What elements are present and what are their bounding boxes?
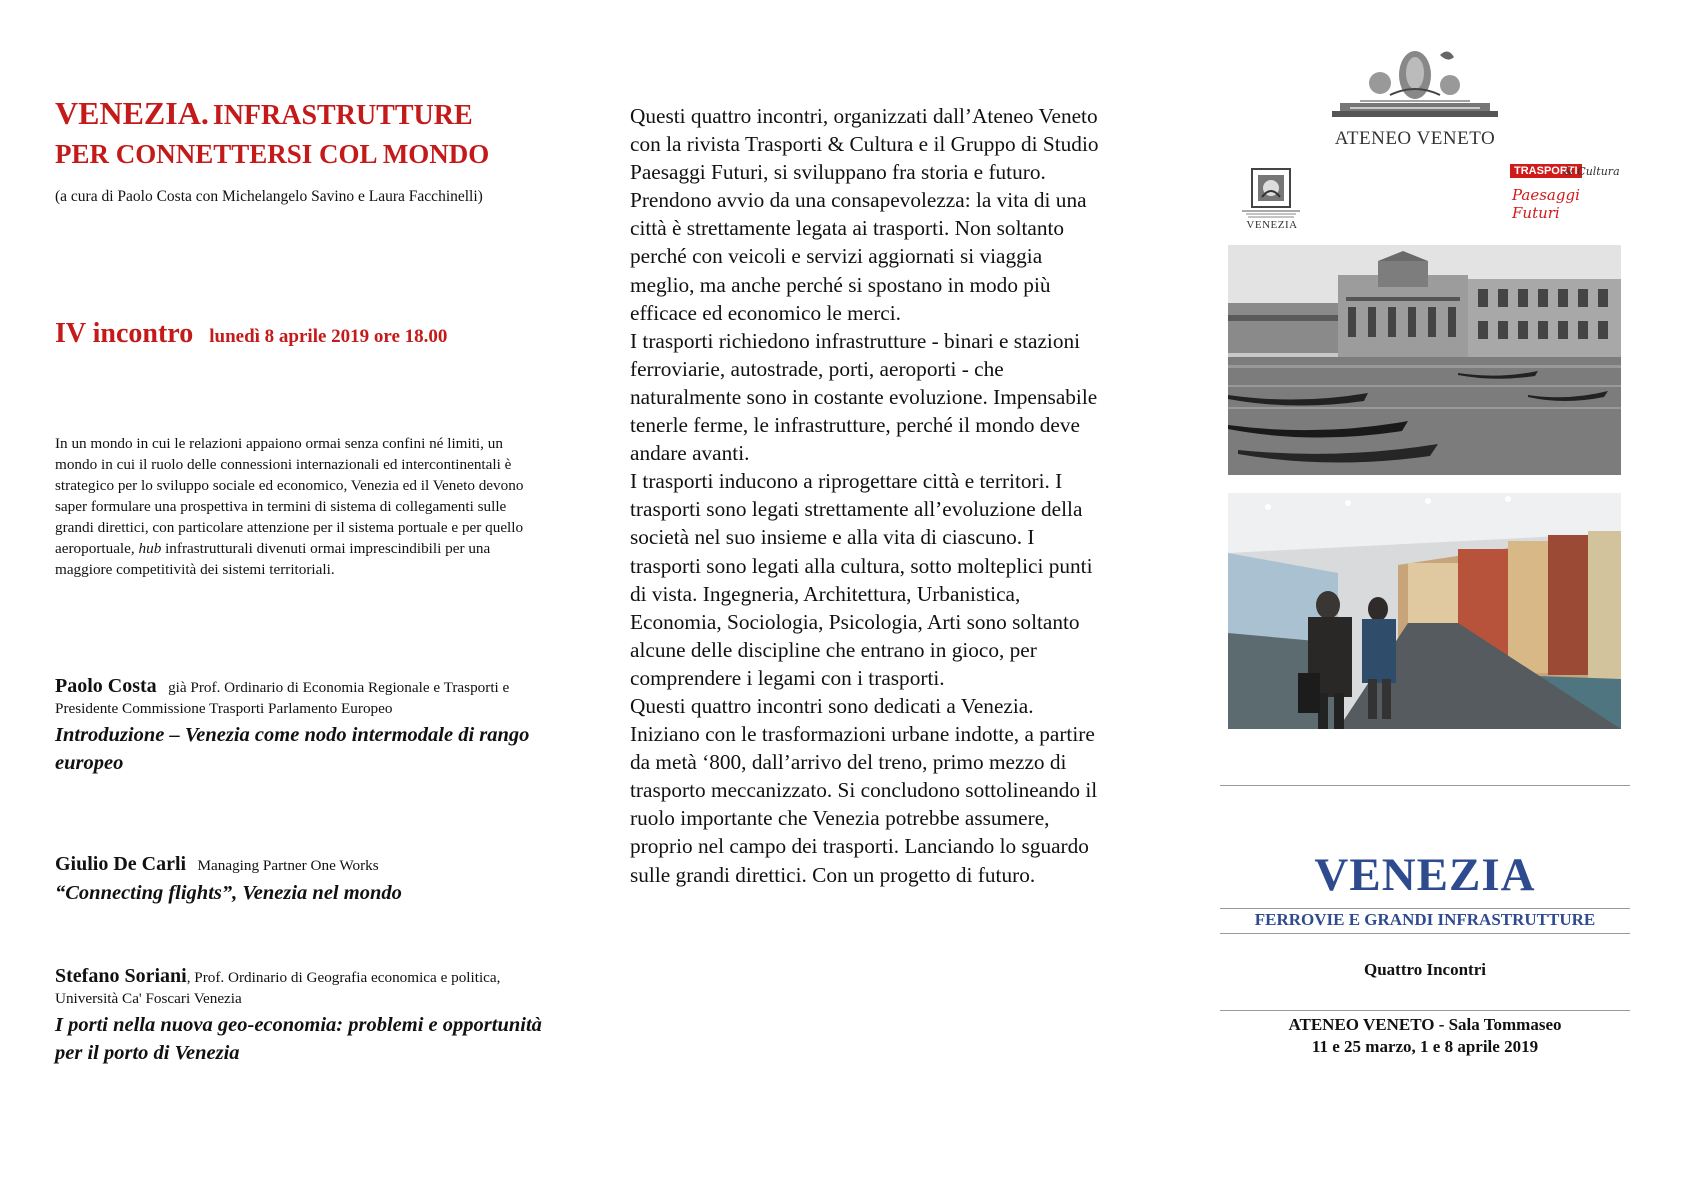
meeting-date: lunedì 8 aprile 2019 ore 18.00: [209, 326, 448, 347]
event-header: [55, 96, 555, 207]
body-paragraph: Questi quattro incontri, organizzati dall’Ateneo Veneto con la rivista Trasporti & Cultura e il Gruppo di Studio Paesaggi Futuri, si sviluppano fra storia e futuro.: [630, 104, 1099, 185]
title-line-2: PER CONNETTERSI COL MONDO: [55, 139, 490, 169]
body-paragraph: I trasporti inducono a riprogettare città e territori. I trasporti sono legati strettamente all’evoluzione della società nel suo insieme e alla vita di ciascuno. I trasporti sono legati alla cultura, sotto molteplici punti di vista. Ingegneria, Architettura, Urbanistica, Economia, Sociologia, Psicologia, Arti sono soltanto alcune delle discipline che entrano in gioco, per comprendere i legami con i trasporti.: [630, 469, 1093, 690]
venue-info: [1220, 1014, 1630, 1058]
body-text: [630, 102, 1100, 889]
intro-paragraph: [55, 433, 535, 580]
speaker-stefano-soriani: [55, 966, 545, 1067]
speaker-role-line: [55, 966, 545, 1009]
divider-top: [1220, 785, 1630, 786]
speaker-role: , Prof. Ordinario di Geografia economica e politica, Università Ca' Foscari Venezia: [55, 969, 501, 1007]
trasporti-badge: TRASPORTI: [1510, 164, 1582, 178]
speaker-paolo-costa: [55, 676, 545, 777]
airport-walkway-photo: [1228, 493, 1621, 729]
meeting-number: IV incontro: [55, 318, 194, 349]
series-label: Quattro Incontri: [1364, 960, 1486, 979]
intro-hub-word: hub: [138, 540, 162, 557]
body-paragraph: I trasporti richiedono infrastrutture - binari e stazioni ferroviarie, autostrade, porti, aeroporti - che naturalmente sono in costante evoluzione. Impensabile tenerle ferme, le infrastrutture, perché il mondo deve andare avanti.: [630, 328, 1098, 466]
venue-name: ATENEO VENETO - Sala Tommaseo: [1288, 1015, 1562, 1034]
speaker-role-line: [55, 854, 545, 877]
body-paragraph: Prendono avvio da una consapevolezza: la vita di una città è strettamente legata ai trasporti. Non soltanto perché con veicoli e servizi aggiornati si viaggia meglio, ma anche perché si spostano in modo più efficace ed economico le merci.: [630, 188, 1087, 325]
speaker-name: Stefano Soriani: [55, 965, 187, 987]
title-word-infrastrutture: INFRASTRUTTURE: [212, 100, 473, 131]
series-subtitle: FERROVIE E GRANDI INFRASTRUTTURE: [1220, 908, 1630, 934]
speaker-giulio-de-carli: [55, 854, 545, 907]
speaker-role: già Prof. Ordinario di Economia Regionale e Trasporti e Presidente Commissione Trasporti Parlamento Europeo: [55, 679, 510, 717]
meeting-heading: [55, 318, 447, 350]
cultura-text: & Cultura: [1564, 165, 1620, 178]
paesaggi-futuri-text: Paesaggi Futuri: [1512, 186, 1580, 222]
main-title: [55, 96, 555, 171]
intro-text-before: In un mondo in cui le relazioni appaiono ormai senza confini né limiti, un mondo in cui il ruolo delle connessioni internazionali ed intercontinentali è strategico per lo sviluppo sociale ed economico, Venezia ed il Veneto devono saper formulare una prospettiva in termini di sistema di collegamenti sulle grandi direttici, con particolare attenzione per il sistema portuale e per quello aeroportuale,: [55, 435, 524, 557]
venezia-logo-text: VENEZIA: [1246, 219, 1298, 231]
speaker-role: Managing Partner One Works: [197, 857, 379, 874]
divider-bottom: [1220, 1010, 1630, 1011]
curator-note: (a cura di Paolo Costa con Michelangelo Savino e Laura Facchinelli): [55, 188, 483, 205]
speaker-talk-title: “Connecting flights”, Venezia nel mondo: [55, 881, 402, 904]
intro-text-after: infrastrutturali divenuti ormai imprescindibili per una maggiore competitività dei sistemi territoriali.: [55, 540, 491, 578]
ateneo-veneto-label: ATENEO VENETO: [1334, 128, 1496, 149]
speaker-talk-title: Introduzione – Venezia come nodo intermodale di rango europeo: [55, 724, 530, 774]
venue-dates: 11 e 25 marzo, 1 e 8 aprile 2019: [1311, 1037, 1539, 1056]
speaker-name: Giulio De Carli: [55, 853, 187, 875]
series-title: VENEZIA: [1314, 849, 1536, 901]
speaker-talk-title: I porti nella nuova geo-economia: problemi e opportunità per il porto di Venezia: [55, 1014, 542, 1064]
trasporti-cultura-logo: [1510, 164, 1622, 222]
title-word-venezia: VENEZIA.: [55, 95, 209, 131]
body-paragraph: Questi quattro incontri sono dedicati a Venezia. Iniziano con le trasformazioni urbane indotte, a partire da metà ‘800, dall’arrivo del treno, primo mezzo di trasporto meccanizzato. Si concludono sottolineando il ruolo importante che Venezia potrebbe assumere, proprio nel campo dei trasporti. Lanciando lo sguardo sulle grandi direttici. Con un progetto di futuro.: [630, 693, 1098, 887]
speaker-name: Paolo Costa: [55, 675, 157, 697]
historic-canal-photo: [1228, 245, 1621, 475]
ateneo-veneto-emblem-icon: [1320, 45, 1510, 125]
speaker-role-line: [55, 676, 545, 719]
